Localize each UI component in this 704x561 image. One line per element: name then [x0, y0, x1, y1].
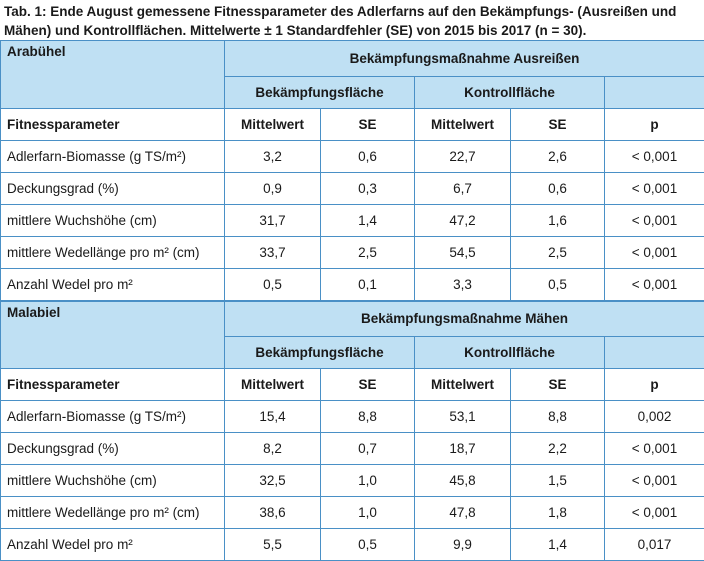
- mean-control-cell: 53,1: [415, 401, 511, 433]
- se-control-cell: 1,8: [511, 497, 605, 529]
- mean-treatment-cell: 0,5: [225, 269, 321, 301]
- area-control-header: Kontrollfläche: [415, 337, 605, 369]
- section-header-row: [1, 301, 704, 337]
- se-treatment-cell: 0,5: [321, 529, 415, 561]
- column-header-row: [1, 369, 704, 401]
- site-name: Malabiel: [1, 301, 225, 369]
- param-cell: mittlere Wuchshöhe (cm): [1, 465, 225, 497]
- mean-treatment-cell: 8,2: [225, 433, 321, 465]
- se-treatment-cell: 0,1: [321, 269, 415, 301]
- table-row: [1, 497, 704, 529]
- se-treatment-cell: 0,6: [321, 141, 415, 173]
- param-cell: Adlerfarn-Biomasse (g TS/m²): [1, 401, 225, 433]
- mean-treatment-cell: 5,5: [225, 529, 321, 561]
- p-value-cell: < 0,001: [605, 465, 704, 497]
- se-treatment-cell: 0,3: [321, 173, 415, 205]
- col-param-header: Fitnessparameter: [1, 369, 225, 401]
- measure-header: Bekämpfungsmaßnahme Ausreißen: [225, 41, 704, 77]
- col-param-header: Fitnessparameter: [1, 109, 225, 141]
- param-cell: Deckungsgrad (%): [1, 433, 225, 465]
- mean-treatment-cell: 15,4: [225, 401, 321, 433]
- se-treatment-cell: 8,8: [321, 401, 415, 433]
- area-empty-cell: [605, 77, 704, 109]
- table-row: [1, 401, 704, 433]
- measure-header: Bekämpfungsmaßnahme Mähen: [225, 301, 704, 337]
- area-treatment-header: Bekämpfungsfläche: [225, 77, 415, 109]
- table-row: [1, 173, 704, 205]
- se-treatment-cell: 1,0: [321, 465, 415, 497]
- mean-control-cell: 9,9: [415, 529, 511, 561]
- col-mean-header: Mittelwert: [415, 109, 511, 141]
- mean-treatment-cell: 3,2: [225, 141, 321, 173]
- col-mean-header: Mittelwert: [415, 369, 511, 401]
- fitness-table: [0, 40, 704, 561]
- p-value-cell: < 0,001: [605, 141, 704, 173]
- param-cell: Deckungsgrad (%): [1, 173, 225, 205]
- mean-control-cell: 47,2: [415, 205, 511, 237]
- col-mean-header: Mittelwert: [225, 369, 321, 401]
- col-p-header: p: [605, 369, 704, 401]
- col-se-header: SE: [321, 109, 415, 141]
- mean-control-cell: 47,8: [415, 497, 511, 529]
- param-cell: Anzahl Wedel pro m²: [1, 269, 225, 301]
- table-row: [1, 433, 704, 465]
- col-p-header: p: [605, 109, 704, 141]
- table-row: [1, 529, 704, 561]
- col-se-header: SE: [511, 109, 605, 141]
- se-control-cell: 1,6: [511, 205, 605, 237]
- table-row: [1, 141, 704, 173]
- mean-treatment-cell: 31,7: [225, 205, 321, 237]
- table-body: [1, 41, 704, 561]
- se-control-cell: 2,5: [511, 237, 605, 269]
- area-empty-cell: [605, 337, 704, 369]
- site-name: Arabühel: [1, 41, 225, 109]
- param-cell: mittlere Wedellänge pro m² (cm): [1, 497, 225, 529]
- area-control-header: Kontrollfläche: [415, 77, 605, 109]
- section-header-row: [1, 41, 704, 77]
- mean-control-cell: 18,7: [415, 433, 511, 465]
- param-cell: mittlere Wuchshöhe (cm): [1, 205, 225, 237]
- mean-treatment-cell: 33,7: [225, 237, 321, 269]
- p-value-cell: 0,017: [605, 529, 704, 561]
- se-control-cell: 1,5: [511, 465, 605, 497]
- mean-treatment-cell: 38,6: [225, 497, 321, 529]
- param-cell: Adlerfarn-Biomasse (g TS/m²): [1, 141, 225, 173]
- col-se-header: SE: [321, 369, 415, 401]
- se-treatment-cell: 1,4: [321, 205, 415, 237]
- se-control-cell: 2,6: [511, 141, 605, 173]
- p-value-cell: < 0,001: [605, 237, 704, 269]
- table-row: [1, 269, 704, 301]
- p-value-cell: < 0,001: [605, 269, 704, 301]
- area-treatment-header: Bekämpfungsfläche: [225, 337, 415, 369]
- column-header-row: [1, 109, 704, 141]
- se-control-cell: 0,6: [511, 173, 605, 205]
- table-row: [1, 465, 704, 497]
- se-control-cell: 8,8: [511, 401, 605, 433]
- param-cell: Anzahl Wedel pro m²: [1, 529, 225, 561]
- table-caption: Tab. 1: Ende August gemessene Fitnessparameter des Adlerfarns auf den Bekämpfungs- (Ausreißen und Mähen) und Kontrollflächen. Mittelwerte ± 1 Standardfehler (SE) von 2015 bis 2017 (n = 30).: [0, 0, 704, 40]
- mean-treatment-cell: 0,9: [225, 173, 321, 205]
- param-cell: mittlere Wedellänge pro m² (cm): [1, 237, 225, 269]
- se-control-cell: 2,2: [511, 433, 605, 465]
- mean-control-cell: 22,7: [415, 141, 511, 173]
- se-treatment-cell: 0,7: [321, 433, 415, 465]
- mean-control-cell: 45,8: [415, 465, 511, 497]
- p-value-cell: < 0,001: [605, 205, 704, 237]
- col-mean-header: Mittelwert: [225, 109, 321, 141]
- p-value-cell: < 0,001: [605, 433, 704, 465]
- se-control-cell: 1,4: [511, 529, 605, 561]
- table-row: [1, 237, 704, 269]
- se-treatment-cell: 2,5: [321, 237, 415, 269]
- p-value-cell: < 0,001: [605, 497, 704, 529]
- mean-treatment-cell: 32,5: [225, 465, 321, 497]
- mean-control-cell: 3,3: [415, 269, 511, 301]
- p-value-cell: 0,002: [605, 401, 704, 433]
- se-control-cell: 0,5: [511, 269, 605, 301]
- se-treatment-cell: 1,0: [321, 497, 415, 529]
- p-value-cell: < 0,001: [605, 173, 704, 205]
- mean-control-cell: 54,5: [415, 237, 511, 269]
- mean-control-cell: 6,7: [415, 173, 511, 205]
- table-row: [1, 205, 704, 237]
- col-se-header: SE: [511, 369, 605, 401]
